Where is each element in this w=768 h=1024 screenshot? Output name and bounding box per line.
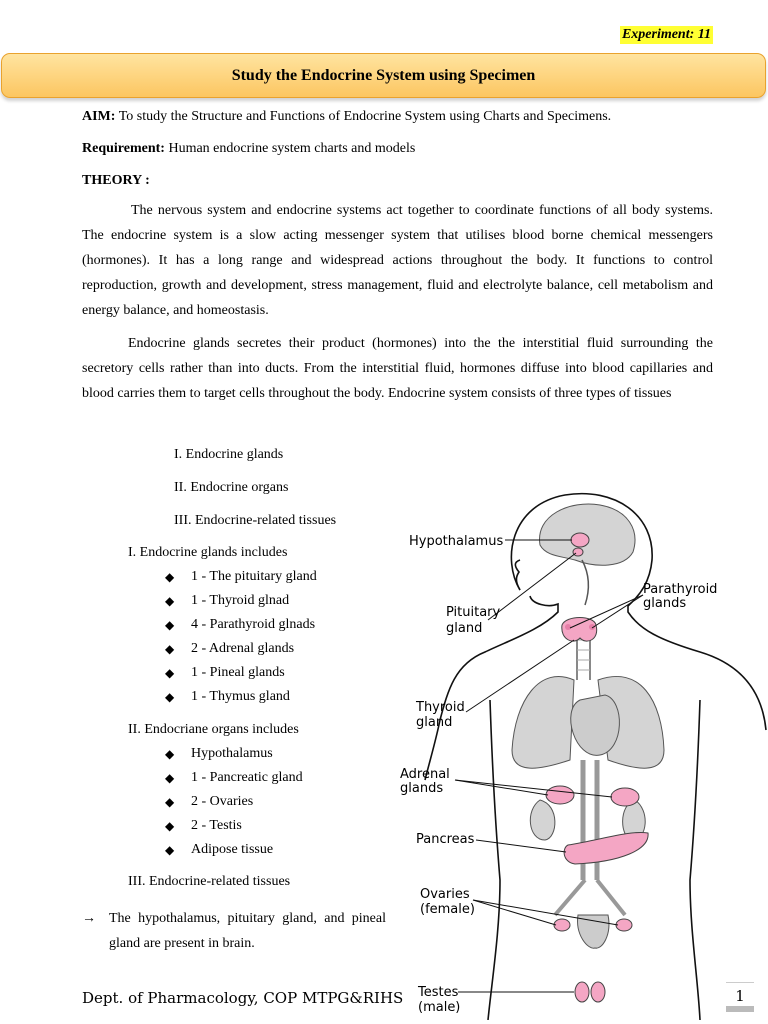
aim-line [82, 107, 713, 127]
uterus [578, 915, 609, 948]
experiment-number: Experiment: 11 [621, 27, 711, 42]
left-kidney [530, 800, 555, 840]
list-item [165, 842, 273, 858]
aim-text: To study the Structure and Functions of Endocrine System using Charts and Specimens. [118, 109, 612, 124]
arrow-right-icon: → [82, 911, 96, 926]
label-testes-line2: (male) [418, 1000, 461, 1015]
adrenal-gland [546, 786, 574, 804]
hypothalamus-gland [571, 533, 589, 547]
label-hypothalamus: Hypothalamus [409, 534, 504, 549]
label-pancreas: Pancreas [416, 832, 475, 847]
diamond-bullet-icon: ◆ [165, 842, 175, 857]
brain-shape [540, 504, 635, 565]
note-text: The hypothalamus, pituitary gland, and pineal gland are present in brain. [109, 911, 386, 951]
label-ovaries-line2: (female) [420, 902, 475, 917]
pancreas-gland [564, 832, 648, 864]
ovary-gland [554, 919, 570, 931]
page-title: Study the Endocrine System using Specimen [1, 53, 766, 98]
requirement-line [82, 139, 713, 159]
adrenal-gland [611, 788, 639, 806]
list-item [165, 617, 315, 633]
brainstem [582, 560, 588, 605]
diamond-bullet-icon: ◆ [165, 794, 175, 809]
list-item-text: 1 - Thyroid glnad [191, 593, 290, 608]
list-item-text: Adipose tissue [191, 842, 274, 857]
label-testes: Testes [418, 985, 459, 1000]
diamond-bullet-icon: ◆ [165, 593, 175, 608]
list-item-text: 2 - Testis [191, 818, 242, 833]
theory-heading: THEORY : [82, 173, 150, 188]
diamond-bullet-icon: ◆ [165, 746, 175, 761]
page-number-bar [726, 1006, 754, 1012]
label-parathyroid-line2: glands [643, 596, 687, 611]
testis-gland [575, 982, 589, 1002]
diamond-bullet-icon: ◆ [165, 665, 175, 680]
label-ovaries: Ovaries [420, 887, 470, 902]
glands-heading: I. Endocrine glands includes [128, 545, 288, 560]
label-pituitary-line2: gland [446, 621, 483, 636]
label-adrenal-line2: glands [400, 781, 444, 796]
theory-paragraph-2: Endocrine glands secretes their product (hormones) into the the interstitial fluid surrounding the secretory cells rather than into ducts. From the interstitial fluid, hormones diffuse into blood capillaries and blood carries them to target cells throughout the body. Endocrine system consists of three types of tissues [82, 336, 713, 401]
main-content [82, 107, 713, 406]
brain-glands-note [82, 906, 386, 956]
tissue-type-item: I. Endocrine glands [174, 447, 284, 462]
diamond-bullet-icon: ◆ [165, 689, 175, 704]
parathyroid-gland [565, 624, 571, 630]
label-adrenal: Adrenal [400, 767, 450, 782]
label-pituitary: Pituitary [446, 605, 501, 620]
list-item [165, 746, 273, 762]
ovary-gland [616, 919, 632, 931]
list-item [165, 593, 289, 609]
list-item [165, 665, 285, 681]
requirement-label: Requirement: [82, 141, 165, 156]
organs-heading: II. Endocriane organs includes [128, 722, 299, 737]
page-number: 1 [726, 982, 754, 1005]
label-thyroid-line2: gland [416, 715, 453, 730]
label-thyroid: Thyroid [416, 700, 465, 715]
tissue-type-item: II. Endocrine organs [174, 480, 289, 495]
list-item-text: 1 - The pituitary gland [191, 569, 317, 584]
list-item [165, 818, 242, 834]
diamond-bullet-icon: ◆ [165, 770, 175, 785]
diamond-bullet-icon: ◆ [165, 617, 175, 632]
endocrine-system-diagram [394, 488, 768, 1020]
theory-paragraph-1: The nervous system and endocrine systems act together to coordinate functions of all body systems. The endocrine system is a slow acting messenger system that utilises blood borne chemical messengers (hormones). It has a long range and widespread actions throughout the body. It functions to control reproduction, growth and development, stress management, fluid and electrolyte balance, cell metabolism and energy balance, and homeostasis. [82, 203, 713, 318]
diamond-bullet-icon: ◆ [165, 569, 175, 584]
aim-label: AIM: [82, 109, 116, 124]
related-heading: III. Endocrine-related tissues [128, 874, 291, 889]
list-item-text: 2 - Adrenal glands [191, 641, 295, 656]
requirement-text: Human endocrine system charts and models [168, 141, 416, 156]
pituitary-gland [573, 548, 583, 556]
diamond-bullet-icon: ◆ [165, 818, 175, 833]
diamond-bullet-icon: ◆ [165, 641, 175, 656]
list-item [165, 794, 253, 810]
list-item [165, 569, 317, 585]
list-item-text: 1 - Thymus gland [191, 689, 290, 704]
list-item-text: 2 - Ovaries [191, 794, 254, 809]
list-item [165, 641, 294, 657]
list-item-text: 1 - Pineal glands [191, 665, 285, 680]
heart [571, 695, 620, 755]
iliac-vessels [555, 880, 625, 915]
list-item-text: 4 - Parathyroid glnads [191, 617, 316, 632]
list-item [165, 689, 290, 705]
testis-gland [591, 982, 605, 1002]
list-item [165, 770, 303, 786]
label-parathyroid: Parathyroid [643, 582, 718, 597]
list-item-text: Hypothalamus [191, 746, 273, 761]
left-lung [512, 676, 574, 768]
list-item-text: 1 - Pancreatic gland [191, 770, 303, 785]
tissue-type-item: III. Endocrine-related tissues [174, 513, 337, 528]
footer-department: Dept. of Pharmacology, COP MTPG&RIHS [82, 989, 404, 1007]
